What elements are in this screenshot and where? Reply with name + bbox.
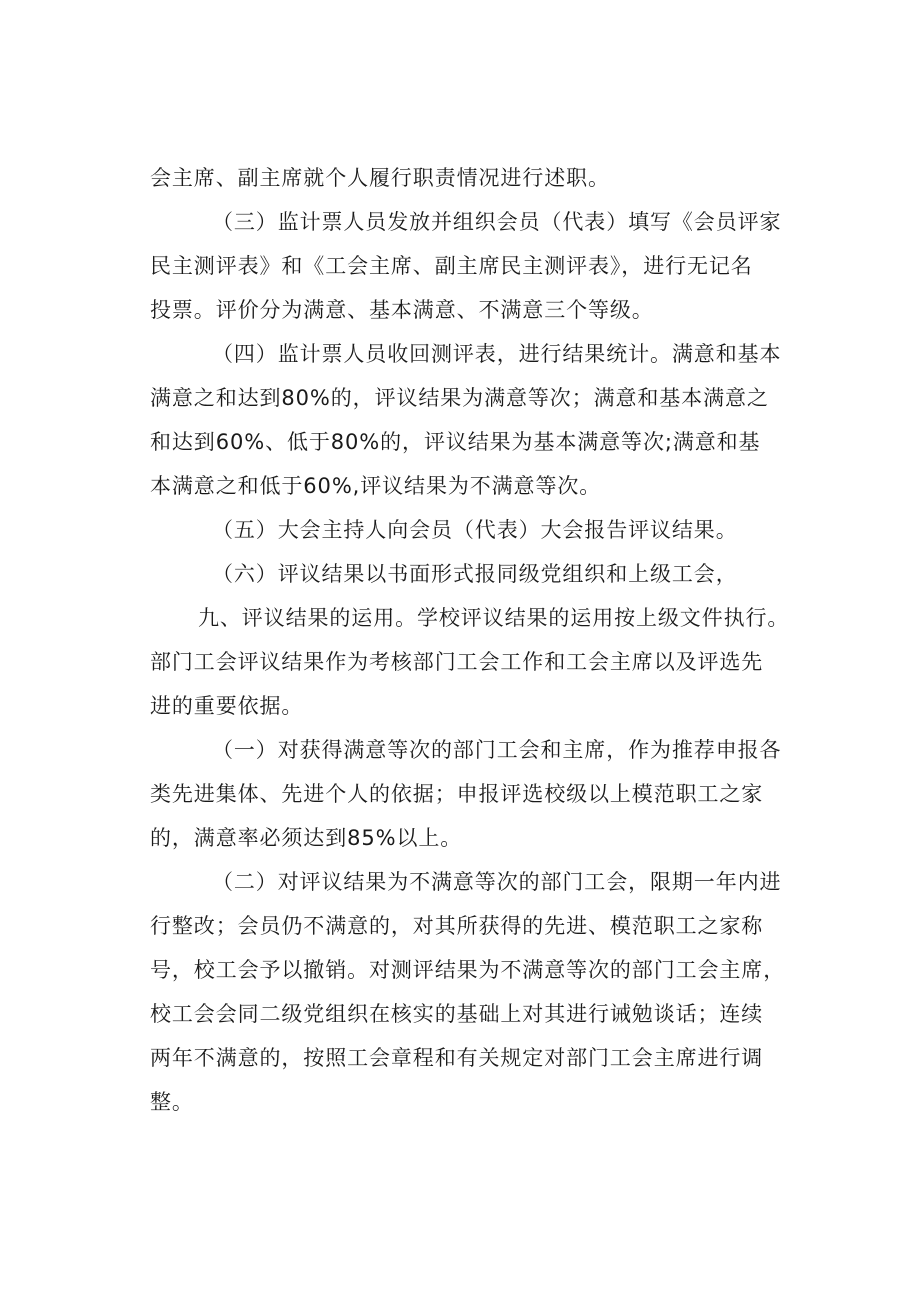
- text-line: 行整改；会员仍不满意的，对其所获得的先进、模范职工之家称: [150, 914, 764, 938]
- text-line: （三）监计票人员发放并组织会员（代表）填写《会员评家: [212, 210, 782, 234]
- text-line: 民主测评表》和《工会主席、副主席民主测评表》，进行无记名: [150, 254, 753, 278]
- text-line: 投票。评价分为满意、基本满意、不满意三个等级。: [150, 298, 654, 322]
- text-line: 号，校工会予以撤销。对测评结果为不满意等次的部门工会主席，: [150, 958, 786, 982]
- section-heading: 九、评议结果的运用。学校评议结果的运用按上级文件执行。: [198, 606, 790, 630]
- text-line: （二）对评议结果为不满意等次的部门工会，限期一年内进: [212, 870, 782, 894]
- text-line: （四）监计票人员收回测评表，进行结果统计。满意和基本: [212, 342, 782, 366]
- text-line: 进的重要依据。: [150, 694, 304, 718]
- text-line: 的，满意率必须达到85%以上。: [150, 826, 463, 850]
- text-line: 类先进集体、先进个人的依据；申报评选校级以上模范职工之家: [150, 782, 764, 806]
- text-line: 本满意之和低于60%,评议结果为不满意等次。: [150, 474, 602, 498]
- text-line: 和达到60%、低于80%的，评议结果为基本满意等次;满意和基: [150, 430, 761, 454]
- text-line: 满意之和达到80%的，评议结果为满意等次；满意和基本满意之: [150, 386, 769, 410]
- text-line: （六）评议结果以书面形式报同级党组织和上级工会，: [212, 562, 738, 586]
- text-line: 部门工会评议结果作为考核部门工会工作和工会主席以及评选先: [150, 650, 764, 674]
- text-line: （一）对获得满意等次的部门工会和主席，作为推荐申报各: [212, 738, 782, 762]
- text-line: 整。: [150, 1090, 194, 1114]
- text-line: 会主席、副主席就个人履行职责情况进行述职。: [150, 166, 610, 190]
- text-line: 两年不满意的，按照工会章程和有关规定对部门工会主席进行调: [150, 1046, 764, 1070]
- text-line: （五）大会主持人向会员（代表）大会报告评议结果。: [212, 518, 738, 542]
- text-line: 校工会会同二级党组织在核实的基础上对其进行诫勉谈话；连续: [150, 1002, 764, 1026]
